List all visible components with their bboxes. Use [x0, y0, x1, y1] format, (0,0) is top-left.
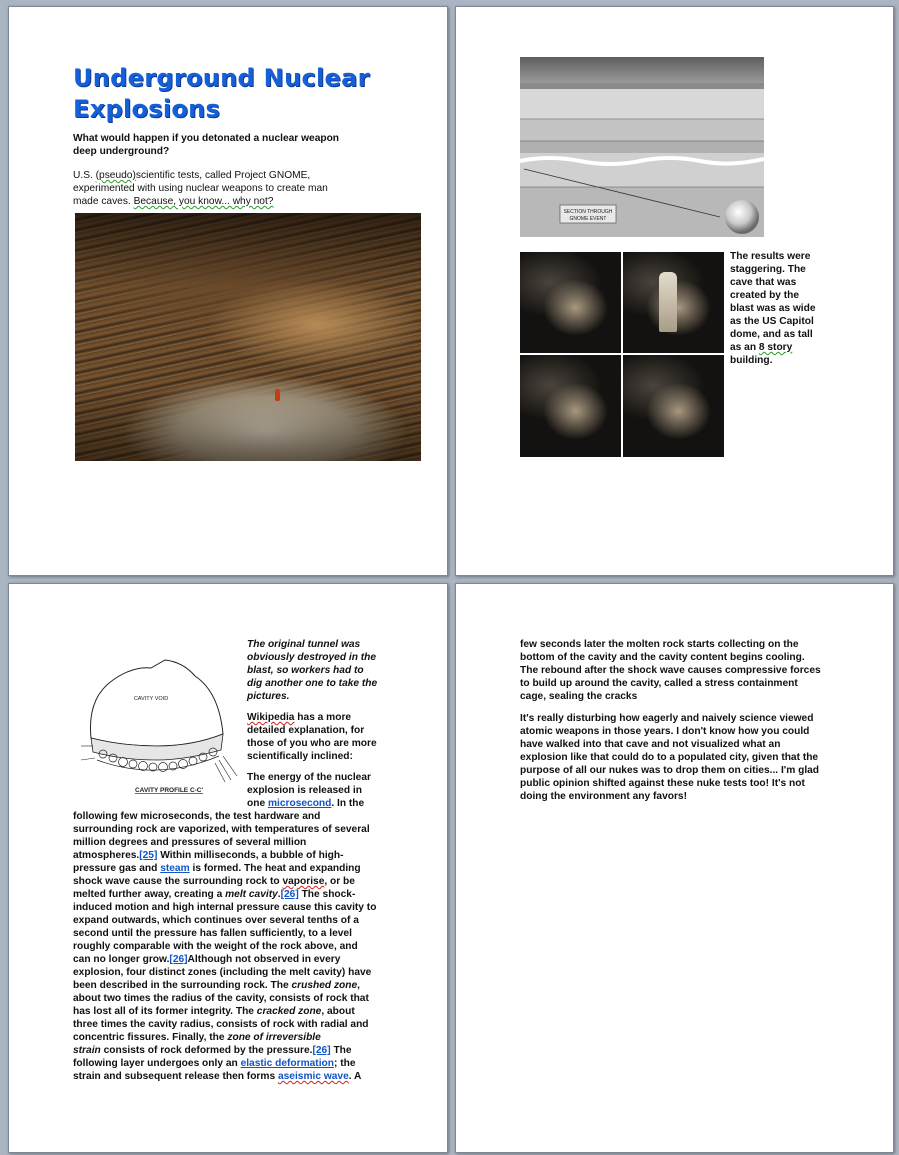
explanation-body: following few microseconds, the test hardware and surrounding rock are vaporized, with temperatures of several million degrees and pressures of several million atmospheres.[25] Within milliseconds, a bubble of high- pressure gas and steam is formed. The heat and expanding shock wave cause the surrounding rock to vaporise, or be melted further away, creating a melt cavity.[26] The shock- induced motion and high internal pressure cause this cavity to expand outwards, which continues over several tenths of a second until the pressure has fallen sufficiently, to a level roughly comparable with the weight of the rock above, and can no longer grow.[26]Although not observed in every explosion, four distinct zones (including the melt cavity) have been described in the surrounding rock. The crushed zone, about two times the radius of the cavity, consists of rock that has lost all of its former integrity. The cracked zone, about three times the cavity radius, consists of rock with radial and concentric fissures. Finally, the zone of irreversible strain consists of rock deformed by the pressure.[26] The following layer undergoes only an elastic deformation; the strain and subsequent release then forms aseismic wave. A — [73, 811, 377, 1082]
document-page-4 — [455, 583, 894, 1153]
continued-paragraph: few seconds later the molten rock starts collecting on the bottom of the cavity and the cavity content begins cooling. The rebound after the shock wave causes compressive forces to build up around the cavity, called a stress containment cage, sealing the cracks — [520, 639, 821, 702]
intro-question: What would happen if you detonated a nuclear weapon deep underground? — [73, 133, 340, 157]
photo-grid-cell-3 — [520, 355, 621, 457]
commentary-paragraph: It's really disturbing how eagerly and naively science viewed atomic weapons in those years. I don't know how you could have walked into that cave and not visualized what an explosion like that could do to a populated city, given that the purpose of all our nukes was to drop them on cities... I'm glad public opinion shifted against these nuke tests too! It's not doing the environment any favors! — [520, 713, 820, 802]
wikipedia-link[interactable]: Wikipedia — [247, 712, 295, 723]
photo-grid-cell-1 — [520, 252, 621, 353]
ref-26-link-a[interactable]: [26] — [280, 889, 299, 900]
cavity-profile-label: CAVITY PROFILE C-C' — [134, 787, 204, 794]
cavity-sphere — [725, 200, 759, 234]
cavity-profile-diagram — [73, 646, 243, 798]
tunnel-caption: The original tunnel was obviously destroyed in the blast, so workers had to dig another one to take the pictures. — [247, 639, 378, 702]
document-page-2 — [455, 6, 894, 576]
wikipedia-intro: Wikipedia has a more detailed explanation, for those of you who are more scientifically inclined: — [247, 712, 377, 762]
energy-intro: The energy of the nuclear explosion is released in one microsecond. In the — [247, 772, 371, 809]
cavity-void-label: CAVITY VOID — [133, 696, 169, 702]
photo-grid-cell-2 — [623, 252, 724, 353]
worker-figure — [659, 272, 677, 332]
steam-link[interactable]: steam — [160, 863, 190, 874]
gnome-section-diagram — [520, 57, 764, 237]
cave-photo — [75, 213, 421, 461]
document-page-3 — [8, 583, 448, 1153]
person-figure — [275, 389, 280, 401]
ref-25-link[interactable]: [25] — [139, 850, 158, 861]
document-page-1 — [8, 6, 448, 576]
elastic-deformation-link[interactable]: elastic deformation — [240, 1058, 334, 1069]
ref-26-link-c[interactable]: [26] — [312, 1045, 331, 1056]
ref-26-link-b[interactable]: [26] — [169, 954, 188, 965]
results-paragraph: The results were staggering. The cave that was created by the blast was as wide as the US Capitol dome, and as tall as an 8 story building. — [730, 251, 816, 366]
diagram-caption-1: SECTION THROUGH — [563, 209, 613, 215]
document-title: Underground Nuclear Explosions — [73, 64, 370, 123]
aseismic-wave-link[interactable]: aseismic wave — [277, 1071, 349, 1082]
intro-paragraph: U.S. (pseudo)scientific tests, called Project GNOME, experimented with using nuclear weapons to create man made caves. Because, you know... why not? — [73, 170, 328, 207]
microsecond-link[interactable]: microsecond — [267, 798, 332, 809]
photo-grid-cell-4 — [623, 355, 724, 457]
diagram-caption-2: GNOME EVENT — [569, 216, 607, 222]
